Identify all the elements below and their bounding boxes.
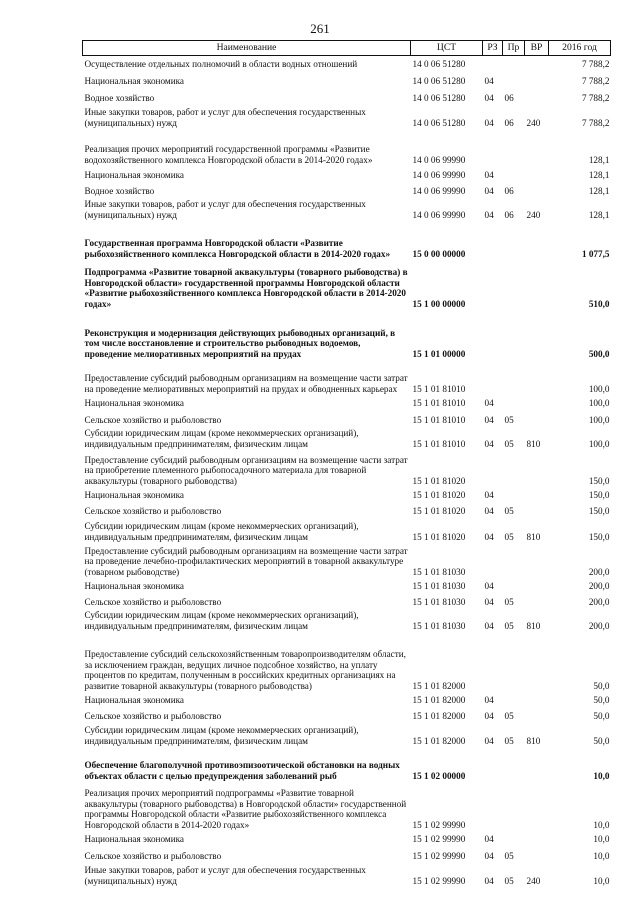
- row-rz: 04: [484, 117, 494, 128]
- row-amount: 500,0: [588, 348, 610, 359]
- row-cst: 15 1 01 81020: [412, 531, 466, 542]
- row-pr: [503, 310, 525, 360]
- row-amount: 50,0: [593, 710, 610, 721]
- row-name: Национальная экономика: [84, 694, 185, 705]
- row-amount: 100,0: [588, 414, 610, 425]
- row-cst: 15 1 02 99990: [412, 875, 466, 886]
- row-pr: [503, 56, 525, 70]
- row-cst: 15 1 01 81010: [412, 383, 466, 394]
- row-vr: [525, 87, 549, 104]
- row-name: Предоставление субсидий сельскохозяйственным товаропроизводителям области, за исключением граждан, ведущих личное подсобное хозяйство, на уплату процентов по кредитам, полученным в российских кредитных организациях на развитие товарной аквакультуры (товарного рыбоводства): [84, 649, 406, 691]
- row-cst: 15 1 01 82000: [412, 680, 466, 691]
- row-vr: [525, 831, 549, 845]
- row-cst: 15 1 02 00000: [412, 770, 466, 781]
- row-vr: [525, 845, 549, 862]
- row-rz: [483, 260, 503, 310]
- row-pr: [503, 70, 525, 87]
- row-cst: 15 1 01 82000: [412, 735, 466, 746]
- table-row: [83, 722, 611, 747]
- row-rz: 04: [484, 694, 494, 705]
- row-pr: 05: [504, 438, 514, 449]
- table-row: [83, 747, 611, 782]
- row-pr: 06: [504, 92, 514, 103]
- header-vr: ВР: [525, 41, 549, 56]
- row-pr: 05: [504, 505, 514, 516]
- row-vr: [525, 166, 549, 181]
- row-cst: 14 0 06 51280: [412, 75, 466, 86]
- row-vr: [525, 129, 549, 166]
- table-row: [83, 87, 611, 104]
- row-vr: [525, 592, 549, 608]
- row-cst: 15 1 00 00000: [412, 298, 466, 309]
- table-row: [83, 395, 611, 409]
- row-name: Сельское хозяйство и рыболовство: [84, 505, 222, 516]
- row-rz: 04: [484, 710, 494, 721]
- row-vr: [525, 360, 549, 395]
- table-row: [83, 426, 611, 450]
- row-vr: [525, 181, 549, 197]
- table-row: [83, 543, 611, 578]
- row-cst: 15 1 01 00000: [412, 348, 466, 359]
- row-cst: 15 1 02 99990: [412, 850, 466, 861]
- row-rz: [483, 543, 503, 578]
- row-cst: 14 0 06 99990: [412, 209, 466, 220]
- row-name: Предоставление субсидий рыбоводным организациям на возмещение части затрат на проведение лечебно-профилактических мероприятий в товарной аквакультуре (товарном рыбоводстве): [84, 545, 408, 577]
- row-cst: 15 1 01 81010: [412, 438, 466, 449]
- row-amount: 10,0: [593, 875, 610, 886]
- row-rz: [483, 360, 503, 395]
- table-row: [83, 129, 611, 166]
- row-amount: 128,1: [588, 185, 610, 196]
- row-amount: 1 077,5: [581, 248, 610, 259]
- row-rz: [483, 782, 503, 831]
- row-amount: 200,0: [588, 596, 610, 607]
- row-name: Сельское хозяйство и рыболовство: [84, 710, 222, 721]
- row-name: Осуществление отдельных полномочий в области водных отношений: [84, 58, 358, 69]
- row-rz: 04: [484, 833, 494, 844]
- row-rz: 04: [484, 531, 494, 542]
- table-row: [83, 166, 611, 181]
- row-amount: 10,0: [593, 850, 610, 861]
- row-cst: 14 0 06 51280: [412, 117, 466, 128]
- row-pr: [503, 360, 525, 395]
- table-row: [83, 692, 611, 706]
- table-header: [83, 41, 611, 56]
- row-amount: 10,0: [593, 819, 610, 830]
- row-amount: 200,0: [588, 620, 610, 631]
- row-rz: 04: [484, 92, 494, 103]
- row-amount: 150,0: [588, 505, 610, 516]
- row-amount: 128,1: [588, 169, 610, 180]
- row-name: Субсидии юридическим лицам (кроме некоммерческих организаций), индивидуальным предпринимателям, физическим лицам: [84, 610, 359, 631]
- row-amount: 200,0: [588, 580, 610, 591]
- row-cst: 15 1 01 81030: [412, 620, 466, 631]
- row-vr: [525, 706, 549, 722]
- header-cst: ЦСТ: [411, 41, 483, 56]
- row-rz: 04: [484, 620, 494, 631]
- row-amount: 100,0: [588, 383, 610, 394]
- table-row: [83, 450, 611, 487]
- row-pr: [503, 395, 525, 409]
- row-name: Субсидии юридическим лицам (кроме некоммерческих организаций), индивидуальным предпринимателям, физическим лицам: [84, 521, 359, 542]
- row-amount: 128,1: [588, 154, 610, 165]
- row-vr: [525, 221, 549, 260]
- header-rz: РЗ: [483, 41, 503, 56]
- row-rz: 04: [484, 580, 494, 591]
- row-pr: 05: [504, 710, 514, 721]
- row-name: Национальная экономика: [84, 833, 185, 844]
- row-rz: 04: [484, 596, 494, 607]
- row-cst: 15 1 01 81020: [412, 505, 466, 516]
- row-amount: 7 788,2: [581, 58, 610, 69]
- row-name: Субсидии юридическим лицам (кроме некоммерческих организаций), индивидуальным предпринимателям, физическим лицам: [84, 725, 359, 746]
- row-amount: 10,0: [593, 770, 610, 781]
- row-pr: [503, 166, 525, 181]
- row-pr: 05: [504, 531, 514, 542]
- row-cst: 15 1 01 81010: [412, 397, 466, 408]
- row-pr: 05: [504, 414, 514, 425]
- table-row: [83, 260, 611, 310]
- row-vr: 810: [526, 735, 541, 746]
- row-cst: 15 1 01 81010: [412, 414, 466, 425]
- row-amount: 100,0: [588, 397, 610, 408]
- row-amount: 7 788,2: [581, 117, 610, 128]
- row-name: Сельское хозяйство и рыболовство: [84, 850, 222, 861]
- row-name: Предоставление субсидий рыбоводным организациям на возмещение части затрат на проведение мелиоративных мероприятий на прудах и обводненных карьерах: [84, 373, 408, 394]
- row-vr: [525, 747, 549, 782]
- row-pr: [503, 487, 525, 501]
- row-cst: 15 1 01 82000: [412, 710, 466, 721]
- row-name: Национальная экономика: [84, 169, 185, 180]
- row-name: Субсидии юридическим лицам (кроме некоммерческих организаций), индивидуальным предпринимателям, физическим лицам: [84, 428, 359, 449]
- row-pr: [503, 578, 525, 592]
- row-vr: 240: [526, 875, 541, 886]
- row-rz: [483, 632, 503, 692]
- row-name: Обеспечение благополучной противоэпизоотической обстановки на водных объектах области с целью предупреждения заболеваний рыб: [84, 760, 400, 781]
- row-pr: [503, 692, 525, 706]
- row-name: Национальная экономика: [84, 580, 185, 591]
- table-body: [83, 56, 611, 887]
- row-vr: [525, 409, 549, 426]
- row-amount: 7 788,2: [581, 92, 610, 103]
- row-name: Национальная экономика: [84, 489, 185, 500]
- row-amount: 100,0: [588, 438, 610, 449]
- row-vr: [525, 692, 549, 706]
- row-amount: 50,0: [593, 680, 610, 691]
- row-pr: 05: [504, 850, 514, 861]
- row-vr: [525, 450, 549, 487]
- row-rz: 04: [484, 850, 494, 861]
- row-cst: 15 1 01 82000: [412, 694, 466, 705]
- table-row: [83, 706, 611, 722]
- row-name: Национальная экономика: [84, 397, 185, 408]
- row-vr: 240: [526, 209, 541, 220]
- row-cst: 15 1 01 81020: [412, 489, 466, 500]
- row-rz: 04: [484, 875, 494, 886]
- header-name: Наименование: [83, 41, 411, 56]
- row-rz: 04: [484, 505, 494, 516]
- row-name: Иные закупки товаров, работ и услуг для обеспечения государственных (муниципальных) нужд: [84, 107, 366, 128]
- row-rz: 04: [484, 209, 494, 220]
- row-rz: [483, 450, 503, 487]
- row-vr: [525, 501, 549, 517]
- row-vr: 810: [526, 438, 541, 449]
- row-vr: [525, 632, 549, 692]
- row-amount: 50,0: [593, 694, 610, 705]
- table-row: [83, 517, 611, 543]
- row-pr: [503, 632, 525, 692]
- row-rz: 04: [484, 185, 494, 196]
- header-pr: Пр: [503, 41, 525, 56]
- table-row: [83, 845, 611, 862]
- row-vr: [525, 70, 549, 87]
- table-row: [83, 104, 611, 129]
- table-row: [83, 197, 611, 221]
- row-vr: [525, 260, 549, 310]
- row-pr: [503, 543, 525, 578]
- row-rz: 04: [484, 397, 494, 408]
- row-amount: 510,0: [588, 298, 610, 309]
- row-cst: 15 1 02 99990: [412, 819, 466, 830]
- row-name: Предоставление субсидий рыбоводным организациям на возмещение части затрат на приобретение племенного рыбопосадочного материала для товарной аквакультуры (товарного рыбоводства): [84, 454, 408, 486]
- row-vr: 810: [526, 531, 541, 542]
- row-pr: [503, 129, 525, 166]
- row-cst: 15 1 01 81020: [412, 475, 466, 486]
- row-name: Сельское хозяйство и рыболовство: [84, 596, 222, 607]
- table-row: [83, 608, 611, 632]
- row-pr: 06: [504, 117, 514, 128]
- row-vr: [525, 395, 549, 409]
- row-cst: 15 1 01 81030: [412, 580, 466, 591]
- row-cst: 15 1 01 81030: [412, 596, 466, 607]
- row-amount: 150,0: [588, 475, 610, 486]
- table-row: [83, 310, 611, 360]
- row-pr: 05: [504, 735, 514, 746]
- row-rz: 04: [484, 414, 494, 425]
- row-name: Водное хозяйство: [84, 92, 155, 103]
- row-vr: 240: [526, 117, 541, 128]
- row-rz: [483, 129, 503, 166]
- table-row: [83, 56, 611, 70]
- row-rz: [483, 747, 503, 782]
- row-name: Сельское хозяйство и рыболовство: [84, 414, 222, 425]
- row-cst: 14 0 06 51280: [412, 58, 466, 69]
- budget-table: [82, 40, 611, 887]
- row-cst: 15 1 01 81030: [412, 566, 466, 577]
- row-name: Реализация прочих мероприятий государственной программы «Развитие водохозяйственного комплекса Новгородской области в 2014-2020 годах»: [84, 144, 373, 165]
- row-cst: 14 0 06 51280: [412, 92, 466, 103]
- row-pr: [503, 221, 525, 260]
- row-rz: 04: [484, 489, 494, 500]
- row-pr: [503, 782, 525, 831]
- row-vr: 810: [526, 620, 541, 631]
- table-row: [83, 632, 611, 692]
- table-row: [83, 409, 611, 426]
- page-number: 261: [310, 21, 330, 36]
- row-pr: [503, 260, 525, 310]
- row-amount: 150,0: [588, 489, 610, 500]
- row-pr: 05: [504, 875, 514, 886]
- row-cst: 14 0 06 99990: [412, 185, 466, 196]
- row-rz: 04: [484, 735, 494, 746]
- table-row: [83, 487, 611, 501]
- row-cst: 15 0 00 00000: [412, 248, 466, 259]
- table-row: [83, 862, 611, 887]
- row-amount: 7 788,2: [581, 75, 610, 86]
- row-rz: 04: [484, 438, 494, 449]
- row-pr: [503, 831, 525, 845]
- table-row: [83, 360, 611, 395]
- row-cst: 15 1 02 99990: [412, 833, 466, 844]
- row-vr: [525, 543, 549, 578]
- row-vr: [525, 487, 549, 501]
- row-name: Иные закупки товаров, работ и услуг для обеспечения государственных (муниципальных) нужд: [84, 865, 366, 886]
- table-row: [83, 578, 611, 592]
- header-year: 2016 год: [549, 41, 611, 56]
- table-row: [83, 70, 611, 87]
- row-vr: [525, 56, 549, 70]
- row-amount: 128,1: [588, 209, 610, 220]
- row-amount: 10,0: [593, 833, 610, 844]
- table-row: [83, 831, 611, 845]
- row-name: Водное хозяйство: [84, 185, 155, 196]
- row-name: Реконструкция и модернизация действующих рыбоводных организаций, в том числе восстановление и строительство рыбоводных водоемов, проведение мелиоративных мероприятий на прудах: [84, 327, 396, 359]
- row-cst: 14 0 06 99990: [412, 154, 466, 165]
- header-row: [83, 41, 611, 56]
- row-pr: 06: [504, 185, 514, 196]
- table-row: [83, 782, 611, 831]
- row-name: Подпрограмма «Развитие товарной аквакультуры (товарного рыбоводства) в Новгородской области» государственной программы Новгородской области «Развитие рыбохозяйственного комплекса Новгородской области в 2014-2020 годах»: [84, 267, 408, 309]
- row-name: Реализация прочих мероприятий подпрограммы «Развитие товарной аквакультуры (товарного рыбоводства) в Новгородской области» государственной программы Новгородской области «Развитие рыбохозяйственного комплекса Новгородской области в 2014-2020 годах»: [84, 788, 407, 830]
- table-row: [83, 501, 611, 517]
- row-amount: 50,0: [593, 735, 610, 746]
- row-cst: 14 0 06 99990: [412, 169, 466, 180]
- table-row: [83, 181, 611, 197]
- row-vr: [525, 578, 549, 592]
- row-pr: 05: [504, 620, 514, 631]
- row-rz: [483, 221, 503, 260]
- row-rz: 04: [484, 75, 494, 86]
- row-pr: 05: [504, 596, 514, 607]
- row-name: Государственная программа Новгородской области «Развитие рыбохозяйственного комплекса Новгородской области в 2014-2020 годах»: [84, 238, 391, 259]
- row-pr: 06: [504, 209, 514, 220]
- row-amount: 200,0: [588, 566, 610, 577]
- row-name: Иные закупки товаров, работ и услуг для обеспечения государственных (муниципальных) нужд: [84, 199, 366, 220]
- row-pr: [503, 747, 525, 782]
- row-rz: [483, 310, 503, 360]
- row-rz: [483, 56, 503, 70]
- row-amount: 150,0: [588, 531, 610, 542]
- row-rz: 04: [484, 169, 494, 180]
- table-row: [83, 221, 611, 260]
- row-vr: [525, 310, 549, 360]
- row-name: Национальная экономика: [84, 75, 185, 86]
- row-vr: [525, 782, 549, 831]
- row-pr: [503, 450, 525, 487]
- table-row: [83, 592, 611, 608]
